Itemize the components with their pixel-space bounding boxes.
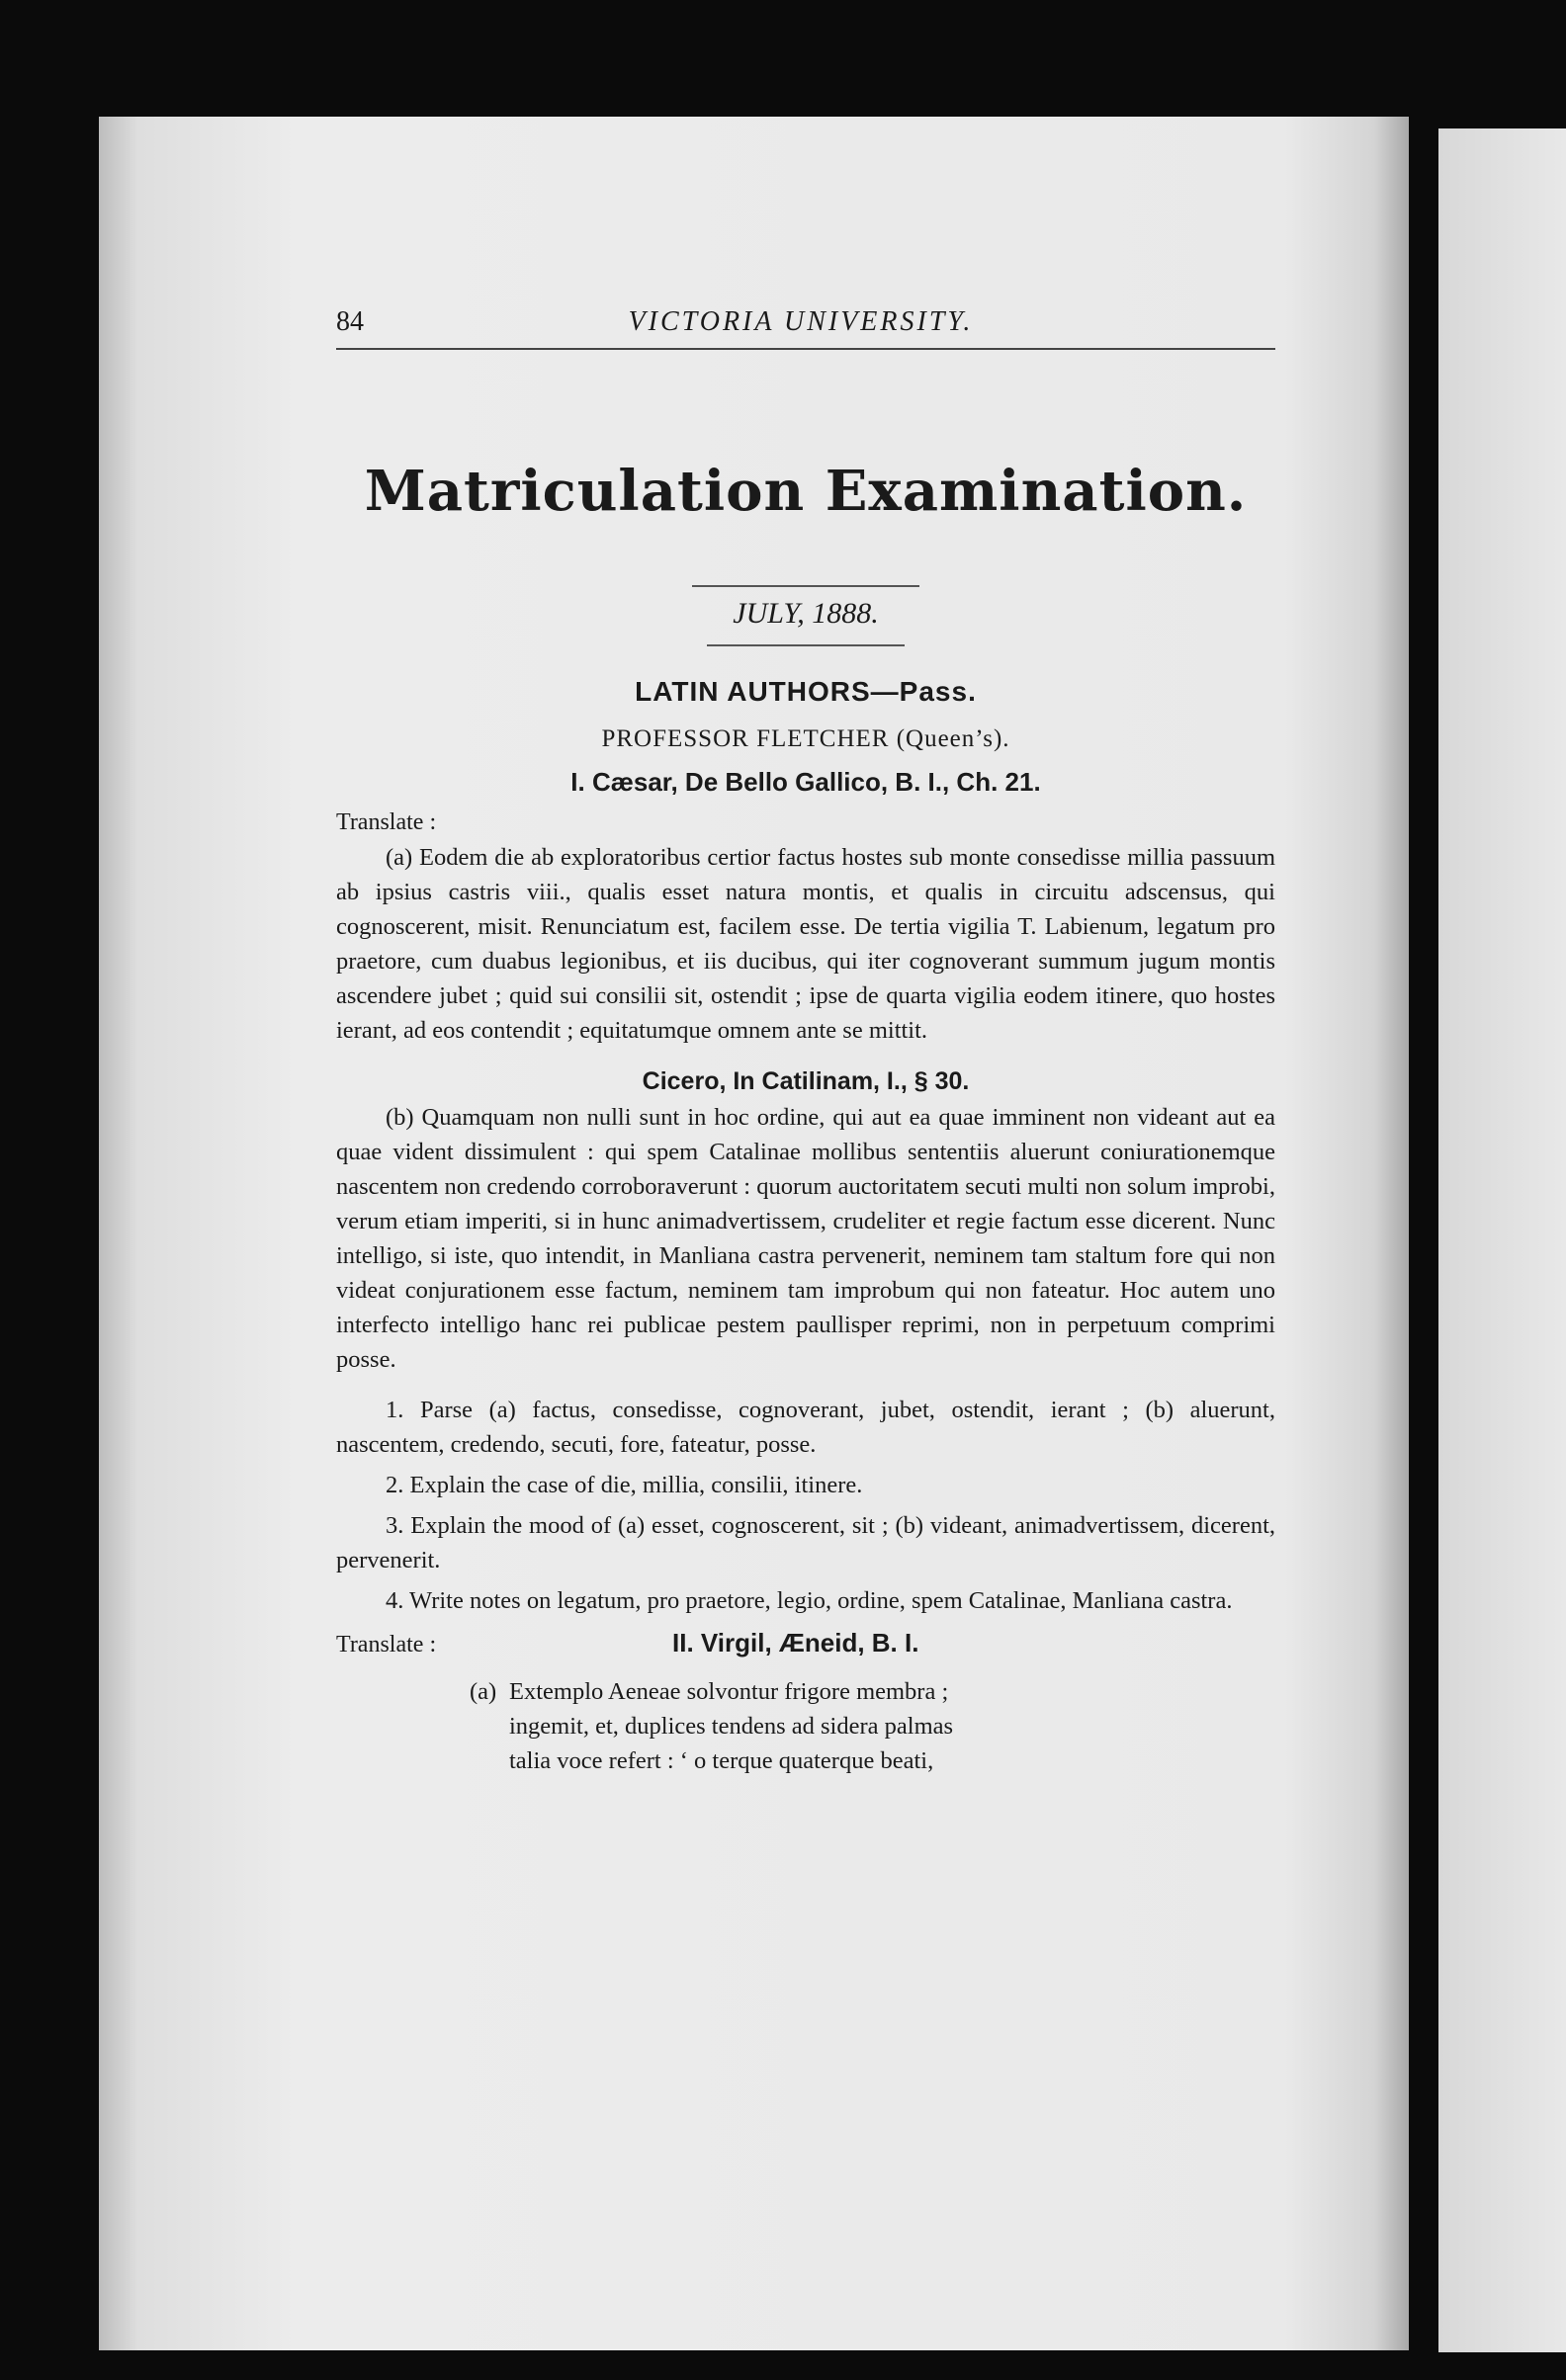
page-number: 84 [336, 306, 364, 337]
question-item: 3. Explain the mood of (a) esset, cognoscerent, sit ; (b) videant, animadvertissem, dicerent, pervenerit. [336, 1512, 1275, 1573]
verse-line: ingemit, et, duplices tendens ad sidera palmas [509, 1713, 954, 1740]
translate-label-2: Translate : [336, 1632, 437, 1658]
section-heading: LATIN AUTHORS—Pass. [635, 676, 977, 707]
questions-list [336, 1393, 1275, 1618]
question-item: 4. Write notes on legatum, pro praetore, legio, ordine, spem Catalinae, Manliana castra. [386, 1587, 1233, 1614]
passage-b: (b) Quamquam non nulli sunt in hoc ordine, qui aut ea quae imminent non videant aut ea quae vident dissimulent : qui spem Catalinae mollibus sententiis aluerunt coniurationemque nascentem non credendo corroboraverunt : quorum auctoritatem secuti multi non solum improbi, verum etiam imperiti, si in hunc animadvertissem, crudeliter et regie factum esse dicerent. Nunc intelligo, si iste, quo intendit, in Manliana castra pervenerit, neminem tam staltum fore qui non videat conjurationem esse factum, neminem tam improbum qui non fateatur. Hoc autem uno interfecto intelligo hanc rei publicae pestem paullisper reprimi, non in perpetuum comprimi posse. [336, 1104, 1275, 1373]
virgil-row [336, 1628, 1275, 1658]
exam-title: Matriculation Examination. [364, 459, 1248, 524]
verse-passage [470, 1674, 1275, 1778]
translate-label: Translate : [336, 809, 437, 835]
exam-date: JULY, 1888. [692, 585, 919, 631]
passage-a: (a) Eodem die ab exploratoribus certior factus hostes sub monte consedisse millia passuum ab ipsius castris viii., qualis esset natura montis, et qualis in circuitu adscensus, qui cognoscerent, misit. Renunciatum est, facilem esse. De tertia vigilia T. Labienum, legatum pro praetore, cum duabus legionibus, et iis ducibus, qui iter cognoverant summum jugum montis ascendere jubet ; quid sui consilii sit, ostendit ; ipse de quarta vigilia eodem itinere, quo hostes ierant, ad eos contendit ; equitatumque omnem ante se mittit. [336, 844, 1275, 1044]
divider [707, 644, 905, 646]
cicero-heading: Cicero, In Catilinam, I., § 30. [642, 1067, 970, 1095]
adjacent-page-edge [1438, 128, 1566, 2352]
verse-line-text: Extemplo Aeneae solvontur frigore membra ; [509, 1678, 949, 1705]
question-item: 1. Parse (a) factus, consedisse, cognoverant, jubet, ostendit, ierant ; (b) aluerunt, nascentem, credendo, secuti, fore, fateatur, posse. [336, 1397, 1275, 1458]
verse-mark: (a) [470, 1678, 497, 1705]
question-item: 2. Explain the case of die, millia, consilii, itinere. [386, 1472, 863, 1498]
running-head: VICTORIA UNIVERSITY. [628, 306, 974, 337]
running-header [336, 306, 1275, 350]
page-content [336, 306, 1275, 1778]
caesar-heading: I. Cæsar, De Bello Gallico, B. I., Ch. 21. [570, 767, 1041, 797]
verse-line: talia voce refert : ‘ o terque quaterque beati, [509, 1747, 934, 1774]
virgil-heading: II. Virgil, Æneid, B. I. [672, 1628, 919, 1658]
verse-line [470, 1674, 1275, 1709]
examiner-line: PROFESSOR FLETCHER (Queen’s). [601, 725, 1010, 752]
